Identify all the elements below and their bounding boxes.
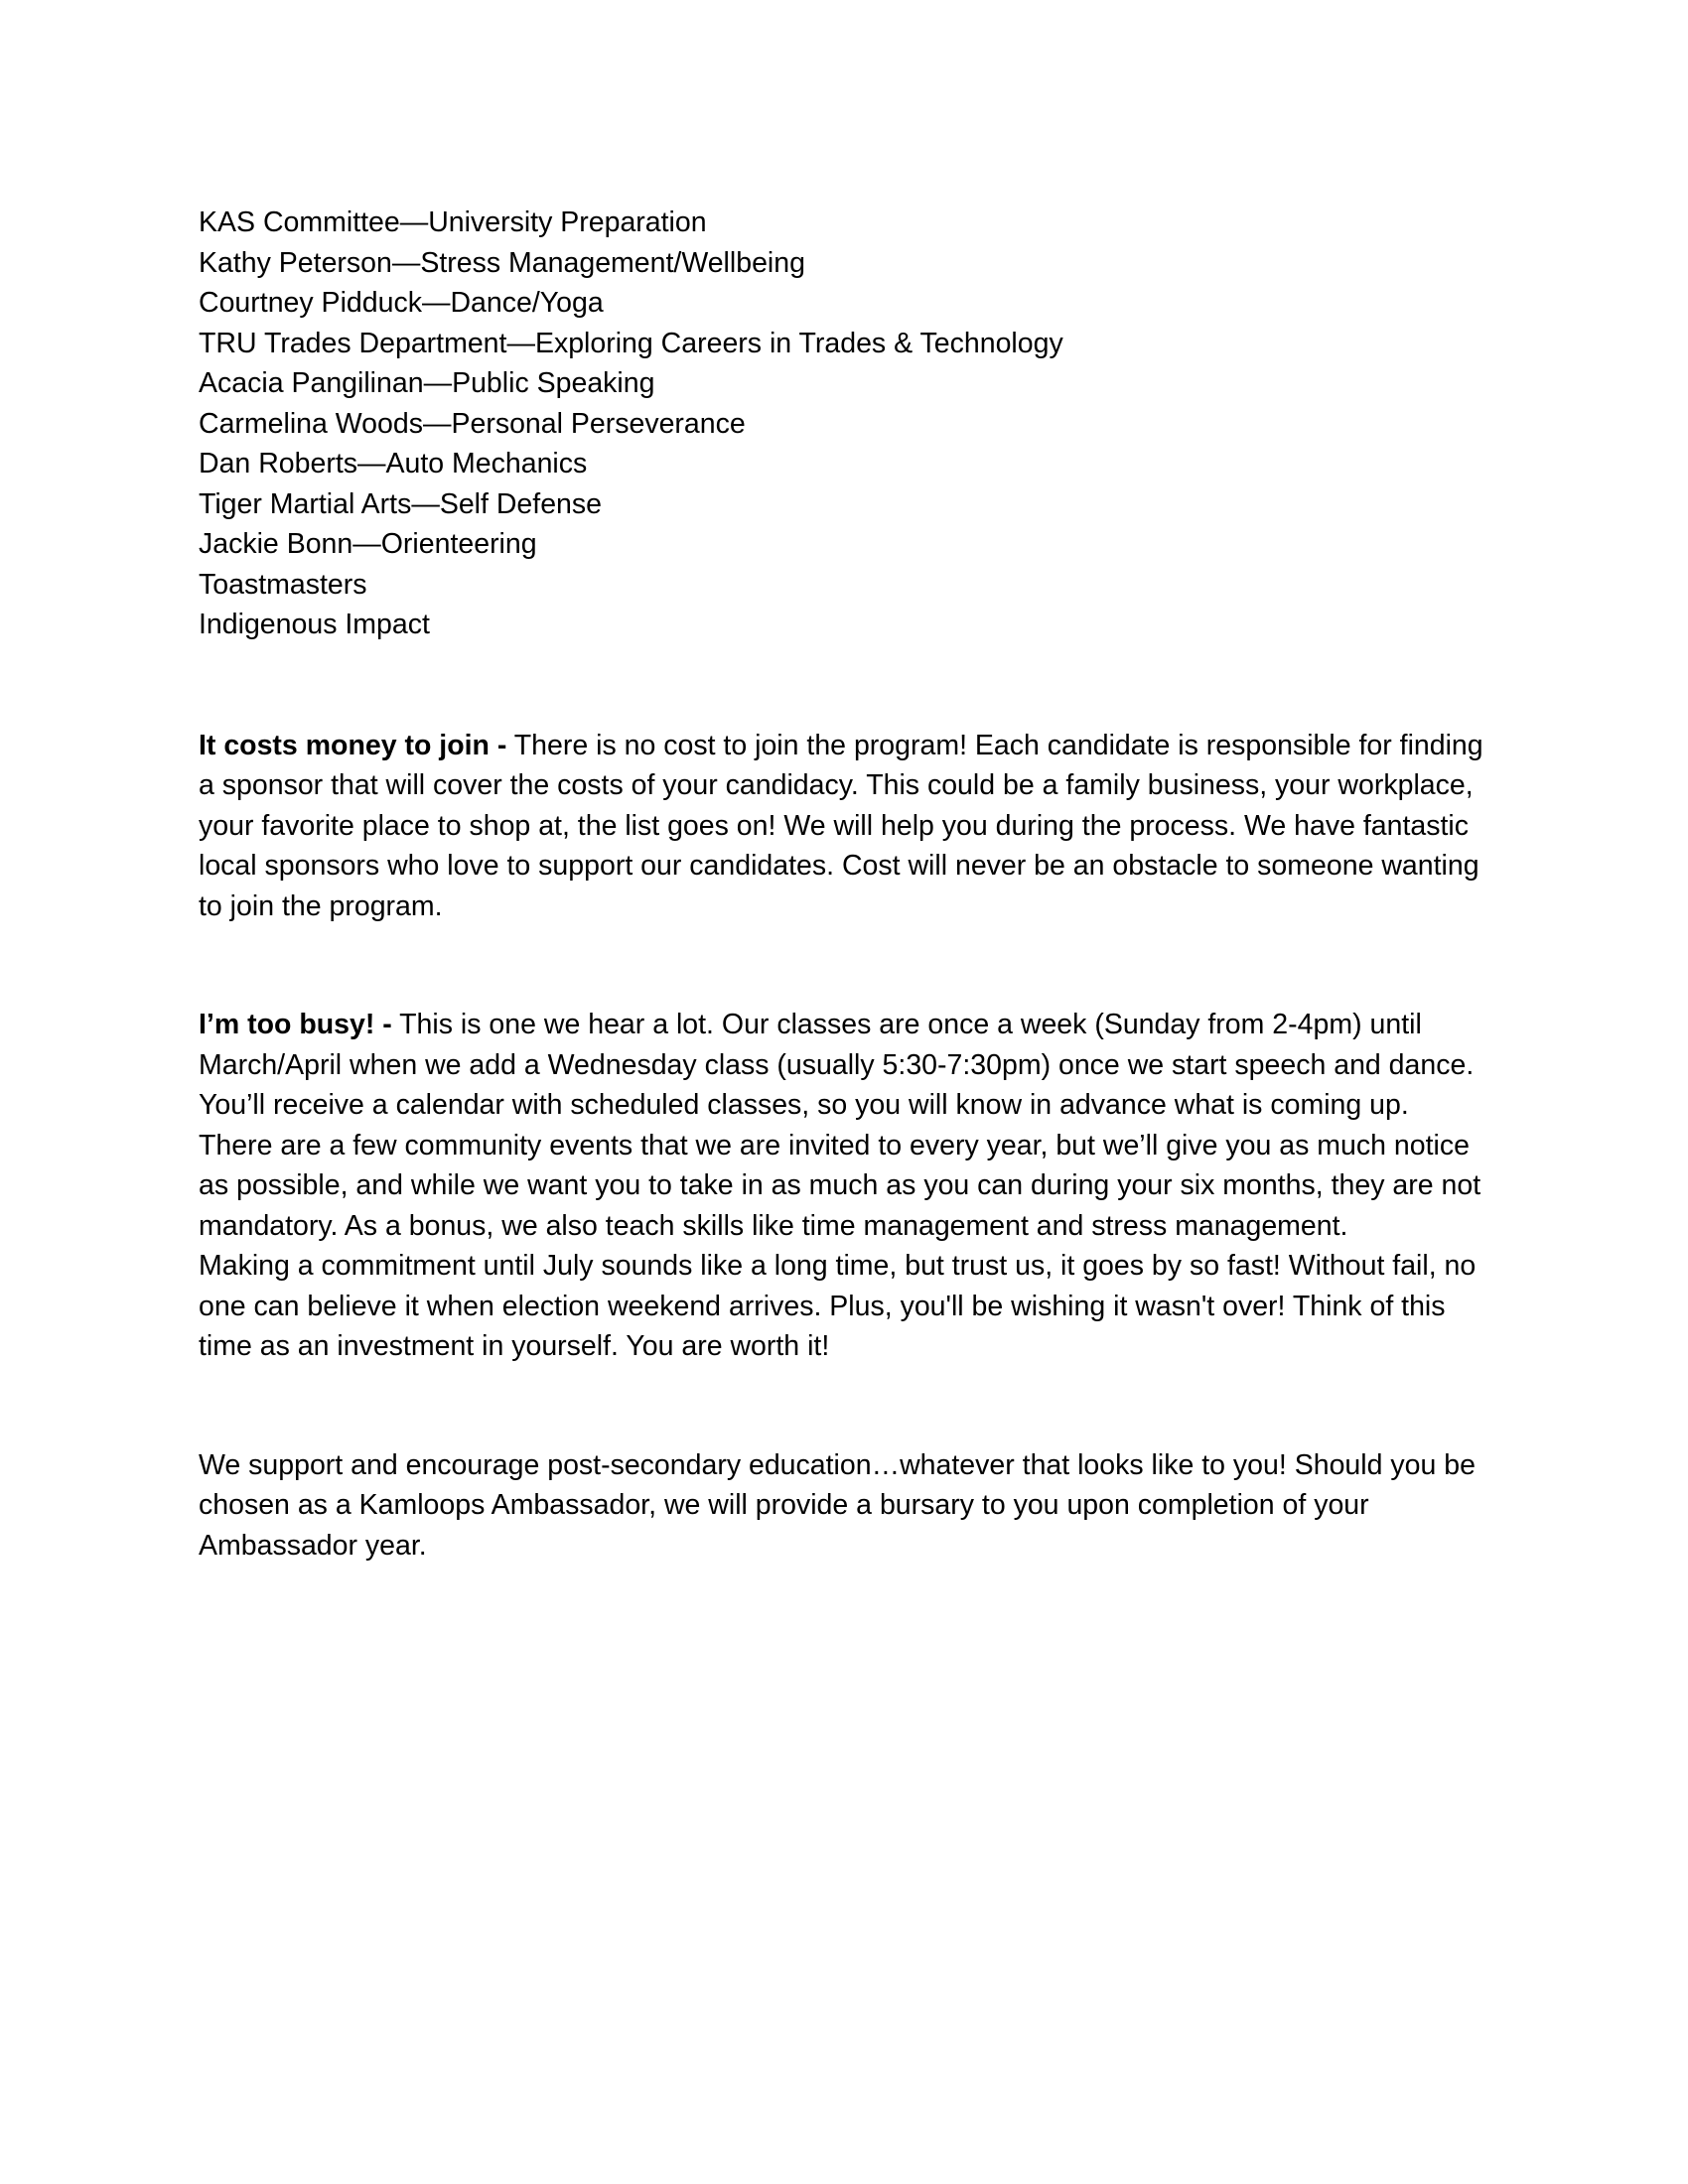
list-item: TRU Trades Department—Exploring Careers in Trades & Technology xyxy=(199,327,1063,359)
list-item: Carmelina Woods—Personal Perseverance xyxy=(199,407,746,440)
spacer xyxy=(199,1367,1489,1445)
document-page xyxy=(199,203,1489,1566)
cost-body: There is no cost to join the program! Each candidate is responsible for finding a sponsor that will cover the costs of your candidacy. This could be a family business, your workplace, your favorite place to shop at, the list goes on! We will help you during the process. We have fantastic local sponsors who love to support our candidates. Cost will never be an obstacle to someone wanting to join the program. xyxy=(199,729,1483,922)
spacer xyxy=(199,645,1489,726)
list-item: Courtney Pidduck—Dance/Yoga xyxy=(199,287,604,319)
busy-heading: I’m too busy! - xyxy=(199,1009,392,1040)
list-item: KAS Committee—University Preparation xyxy=(199,206,707,238)
list-item: Kathy Peterson—Stress Management/Wellbeing xyxy=(199,246,805,279)
busy-body: This is one we hear a lot. Our classes are once a week (Sunday from 2-4pm) until March/April when we add a Wednesday class (usually 5:30-7:30pm) once we start speech and dance. You’ll receive a calendar with scheduled classes, so you will know in advance what is coming up. There are a few community events that we are invited to every year, but we’ll give you as much notice as possible, and while we want you to take in as much as you can during your six months, they are not mandatory. As a bonus, we also teach skills like time management and stress management. xyxy=(199,1009,1481,1242)
cost-heading: It costs money to join - xyxy=(199,729,507,761)
list-item: Toastmasters xyxy=(199,568,367,601)
busy-followup-paragraph: Making a commitment until July sounds like a long time, but trust us, it goes by so fast! Without fail, no one can believe it when election weekend arrives. Plus, you'll be wishing it wasn't over! Think of this time as an investment in yourself. You are worth it! xyxy=(199,1250,1477,1362)
spacer xyxy=(199,926,1489,1005)
list-item: Acacia Pangilinan—Public Speaking xyxy=(199,367,655,399)
busy-paragraph xyxy=(199,1005,1489,1246)
list-item: Tiger Martial Arts—Self Defense xyxy=(199,487,602,520)
list-item: Indigenous Impact xyxy=(199,609,430,640)
list-item: Jackie Bonn—Orienteering xyxy=(199,528,537,560)
education-paragraph: We support and encourage post-secondary education…whatever that looks like to you! Should you be chosen as a Kamloops Ambassador, we will provide a bursary to you upon completion of your Ambassador year. xyxy=(199,1448,1476,1562)
cost-paragraph xyxy=(199,726,1489,927)
list-item: Dan Roberts—Auto Mechanics xyxy=(199,448,588,479)
presenter-list xyxy=(199,203,1489,645)
